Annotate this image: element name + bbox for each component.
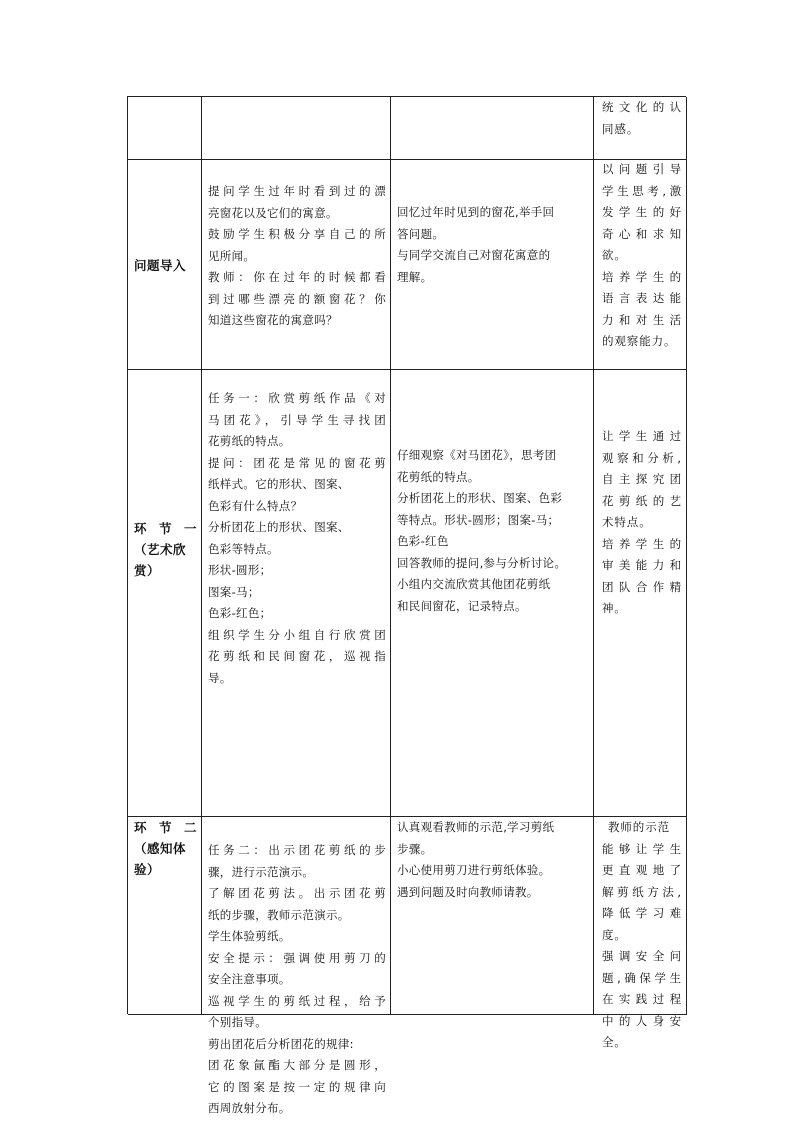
teacher-activity-cell: [202, 160, 391, 370]
text-line: 以问题引导: [602, 162, 682, 176]
text-line: 降低学习难: [602, 906, 682, 920]
text-line: 回答教师的提问,参与分析讨论。: [397, 555, 567, 570]
text-line: 问题导入: [134, 258, 187, 273]
text-line: 的观察能力。: [602, 334, 677, 348]
text-line: 个别指导。: [208, 1015, 267, 1029]
text-line: 术特点。: [602, 515, 652, 529]
text-line: 花剪纸的特点。: [397, 469, 480, 484]
design-purpose-cell: [594, 817, 687, 1049]
text-line: 赏）: [134, 563, 161, 578]
text-line: 剪出团花后分析团花的规律:: [208, 1036, 354, 1051]
text-line: 任务二：出示团花剪纸的步: [208, 843, 386, 857]
text-line: 与同学交流自己对窗花寓意的: [397, 248, 551, 262]
table-row: [128, 160, 686, 370]
student-activity-text: [397, 817, 589, 903]
phase-label: [134, 817, 197, 880]
text-line: 骤，进行示范演示。: [208, 864, 315, 879]
text-line: 到过哪些漂亮的额窗花？你: [208, 291, 386, 306]
text-line: 见所闻。: [208, 248, 256, 263]
phase-label: [134, 255, 197, 276]
text-line: 提问：团花是常见的窗花剪: [208, 455, 386, 470]
text-line: 色彩有什么特点？: [208, 498, 303, 513]
text-line: 教师的示范: [608, 820, 670, 834]
design-purpose-text: [602, 97, 682, 140]
student-activity-text: [397, 445, 589, 617]
text-line: 自主探究团: [602, 472, 682, 486]
text-line: 组织学生分小组自行欣赏团: [208, 627, 386, 642]
text-line: 导。: [208, 670, 232, 685]
student-activity-cell: [391, 97, 594, 160]
text-line: 教师：你在过年的时候都看: [208, 270, 386, 284]
text-line: 答问题。: [397, 226, 445, 241]
student-activity-cell: [391, 370, 594, 817]
teacher-activity-cell: [202, 370, 391, 817]
table-row: [128, 97, 686, 160]
text-line: 任务一：欣赏剪纸作品《对: [208, 391, 386, 405]
text-line: 图案-马；: [208, 584, 260, 599]
text-line: 学生思考,激: [602, 183, 682, 198]
text-line: 学生体验剪纸。: [208, 929, 291, 943]
text-line: 让学生通过: [602, 429, 682, 443]
text-line: 形状-圆形；: [208, 563, 272, 577]
text-line: 它的图案是按一定的规律向: [208, 1079, 386, 1094]
teacher-activity-text: [208, 181, 386, 332]
text-line: 验）: [134, 862, 161, 877]
text-line: 西周放射分布。: [208, 1101, 291, 1115]
text-line: 神。: [602, 601, 627, 615]
text-line: 安全提示：强调使用剪刀的: [208, 950, 386, 965]
lesson-plan-table: [127, 96, 686, 1115]
phase-cell: [128, 817, 202, 1015]
text-line: 欲。: [602, 248, 627, 262]
teacher-activity-cell: [202, 817, 391, 1115]
phase-cell: [128, 160, 202, 370]
text-line: 步骤。: [397, 841, 433, 856]
text-line: 同感。: [602, 121, 640, 136]
design-purpose-text: [602, 426, 682, 620]
text-line: 等特点。形状-圆形；图案-马；: [397, 512, 560, 527]
text-line: 小组内交流欣赏其他团花剪纸: [397, 577, 551, 591]
design-purpose-text: [608, 817, 682, 839]
text-line: 理解。: [397, 269, 433, 284]
text-line: 语言表达能: [602, 291, 682, 305]
text-line: 色彩-红色；: [208, 606, 272, 620]
teacher-activity-text: [208, 840, 386, 1120]
text-line: 色彩等特点。: [208, 541, 279, 556]
text-line: 培养学生的: [602, 536, 682, 551]
text-line: 认真观看教师的示范,学习剪纸: [397, 820, 555, 834]
text-line: 安全注意事项。: [208, 972, 291, 986]
text-line: （艺术欣: [134, 542, 187, 557]
design-purpose-text: [602, 159, 682, 353]
text-line: 纸样式。它的形状、图案、: [208, 477, 350, 491]
text-line: 在实践过程: [602, 992, 682, 1006]
text-line: 分析团花上的形状、图案、色彩: [397, 491, 563, 505]
text-line: 遇到问题及时向教师请教。: [397, 884, 539, 899]
text-line: 巡视学生的剪纸过程，给予: [208, 993, 386, 1008]
text-line: 全。: [602, 1035, 627, 1049]
text-line: 提问学生过年时看到过的漂: [208, 184, 386, 198]
text-line: 分析团花上的形状、图案、: [208, 520, 350, 534]
text-line: 题,确保学生: [602, 970, 682, 985]
text-line: （感知体: [134, 841, 187, 856]
text-line: 纸的步骤，教师示范演示。: [208, 907, 350, 922]
text-line: 解剪纸方法,: [602, 884, 682, 899]
text-line: 更直观地了: [602, 863, 682, 877]
text-line: 奇心和求知: [602, 226, 682, 241]
text-line: 环 节 二: [134, 820, 197, 835]
teacher-activity-cell: [202, 97, 391, 160]
text-line: 度。: [602, 927, 627, 942]
text-line: 鼓励学生积极分享自己的所: [208, 227, 386, 241]
text-line: 花剪纸的艺: [602, 493, 682, 508]
text-line: 花剪纸的特点。: [208, 434, 291, 448]
text-line: 强调安全问: [602, 949, 682, 963]
text-line: 小心使用剪刀进行剪纸体验。: [397, 863, 551, 877]
text-line: 力和对生活: [602, 312, 682, 327]
table-row: [128, 817, 686, 1115]
text-line: 培养学生的: [602, 269, 682, 284]
text-line: 了解团花剪法。出示团花剪: [208, 886, 386, 900]
text-line: 发学生的好: [602, 205, 682, 219]
student-activity-cell: [391, 160, 594, 370]
phase-cell: [128, 370, 202, 817]
text-line: 马团花》，引导学生寻找团: [208, 412, 386, 427]
text-line: 知道这些窗花的寓意吗？: [208, 313, 338, 327]
design-purpose-cell: [594, 97, 687, 160]
design-purpose-text: [602, 839, 682, 1054]
text-line: 团队合作精: [602, 579, 682, 594]
text-line: 能够让学生: [602, 841, 682, 856]
text-line: 回忆过年时见到的窗花,举手回: [397, 205, 555, 219]
teacher-activity-text: [208, 388, 386, 689]
text-line: 环 节 一: [134, 521, 197, 536]
text-line: 亮窗花以及它们的寓意。: [208, 205, 338, 220]
text-line: 统文化的认: [602, 100, 682, 114]
phase-cell: [128, 97, 202, 160]
text-line: 和民间窗花，记录特点。: [397, 598, 527, 613]
table-row: [128, 370, 686, 817]
phase-label: [134, 518, 197, 581]
text-line: 团花象氤酯大部分是圆形，: [208, 1058, 386, 1072]
text-line: 色彩-红色: [397, 534, 449, 548]
student-activity-text: [397, 202, 589, 288]
text-line: 花剪纸和民间窗花，巡视指: [208, 649, 386, 663]
text-line: 仔细观察《对马团花》，思考团: [397, 448, 557, 462]
student-activity-cell: [391, 817, 594, 1015]
text-line: 中的人身安: [602, 1013, 682, 1028]
design-purpose-cell: [594, 160, 687, 370]
design-purpose-cell: [594, 370, 687, 817]
text-line: 审美能力和: [602, 558, 682, 572]
text-line: 观察和分析,: [602, 450, 682, 465]
